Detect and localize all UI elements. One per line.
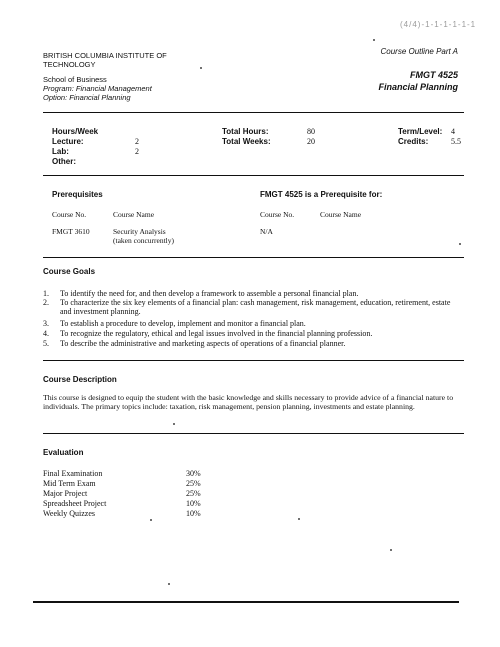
course-code: FMGT 4525 (409, 70, 458, 80)
total-weeks-value: 20 (307, 137, 315, 146)
evaluation-row (43, 509, 95, 518)
evaluation-weight: 10% (186, 499, 201, 508)
evaluation-weight: 25% (186, 489, 201, 498)
prerequisites-heading: Prerequisites (52, 190, 103, 199)
prereq-col-name: Course Name (113, 210, 155, 219)
evaluation-item: Major Project (43, 489, 88, 498)
total-weeks-label: Total Weeks: (222, 137, 271, 146)
hours-divider (43, 175, 464, 176)
goal-number: 5. (43, 339, 49, 348)
outline-label: Course Outline Part A (380, 47, 458, 56)
term-level-label: Term/Level: (398, 127, 443, 136)
scan-speck (298, 518, 300, 520)
evaluation-weight: 10% (186, 509, 201, 518)
goal-text: To recognize the regulatory, ethical and legal issues involved in the financial planning profession. (60, 329, 373, 338)
scan-speck (150, 519, 152, 521)
goal-text: To describe the administrative and marketing aspects of operations of a financial planner. (60, 339, 346, 348)
prereq-col-no: Course No. (52, 210, 87, 219)
lab-value: 2 (135, 147, 139, 156)
prereq-divider (43, 257, 464, 258)
lecture-label: Lecture: (52, 137, 84, 146)
description-divider (43, 433, 464, 434)
other-label: Other: (52, 157, 76, 166)
footer-rule (33, 601, 459, 603)
header-divider (43, 112, 464, 113)
goal-number: 2. (43, 298, 49, 307)
credits-label: Credits: (398, 137, 429, 146)
evaluation-row (43, 479, 96, 488)
prereq-course-name-line-1: Security Analysis (113, 227, 166, 236)
goals-divider (43, 360, 464, 361)
course-description-heading: Course Description (43, 375, 117, 384)
prereq-for-col-name: Course Name (320, 210, 362, 219)
lab-label: Lab: (52, 147, 69, 156)
scan-speck (168, 583, 170, 585)
evaluation-item: Mid Term Exam (43, 479, 96, 488)
goal-text: To characterize the six key elements of a financial plan: cash management, risk management, education, retirement, estate and investment planning. (60, 298, 451, 316)
goal-number: 3. (43, 319, 49, 328)
scan-speck (173, 423, 175, 425)
course-goals-heading: Course Goals (43, 267, 96, 276)
prereq-course-name (113, 227, 174, 245)
institution-name (43, 52, 167, 69)
evaluation-row (43, 499, 106, 508)
lecture-value: 2 (135, 137, 139, 146)
term-level-value: 4 (451, 127, 455, 136)
scan-speck (200, 67, 202, 69)
evaluation-item: Spreadsheet Project (43, 499, 107, 508)
scan-speck (459, 243, 461, 245)
evaluation-item: Final Examination (43, 469, 103, 478)
prereq-course-no: FMGT 3610 (52, 227, 90, 236)
institution-line-2: TECHNOLOGY (43, 59, 96, 69)
evaluation-weight: 25% (186, 479, 201, 488)
page-stamp: (4/4)-1-1-1-1-1-1 (400, 20, 477, 29)
prereq-for-heading: FMGT 4525 is a Prerequisite for: (260, 190, 383, 199)
school-name: School of Business (43, 75, 107, 84)
evaluation-heading: Evaluation (43, 448, 84, 457)
institution-line-1: BRITISH COLUMBIA INSTITUTE OF (43, 51, 167, 60)
course-description-text: This course is designed to equip the student with the basic knowledge and skills necessary to provide advice of a financial nature to individuals. The primary topics include: taxation, risk management, pension planning, investments and estate planning. (43, 393, 454, 412)
goal-text: To identify the need for, and then develop a framework to assemble a personal financial plan. (60, 289, 359, 298)
total-hours-value: 80 (307, 127, 315, 136)
goal-number: 1. (43, 289, 49, 298)
prereq-course-name-line-2: (taken concurrently) (113, 236, 175, 245)
course-title: Financial Planning (378, 82, 458, 92)
evaluation-row (43, 489, 87, 498)
program-name: Program: Financial Management (43, 84, 152, 93)
evaluation-weight: 30% (186, 469, 201, 478)
option-name: Option: Financial Planning (43, 93, 131, 102)
credits-value: 5.5 (451, 137, 461, 146)
scan-speck (390, 549, 392, 551)
hours-week-label: Hours/Week (52, 127, 99, 136)
evaluation-row (43, 469, 102, 478)
goal-number: 4. (43, 329, 49, 338)
goal-text: To establish a procedure to develop, implement and monitor a financial plan. (60, 319, 306, 328)
evaluation-item: Weekly Quizzes (43, 509, 95, 518)
scan-speck (373, 39, 375, 41)
prereq-for-value: N/A (260, 227, 273, 236)
prereq-for-col-no: Course No. (260, 210, 295, 219)
total-hours-label: Total Hours: (222, 127, 269, 136)
